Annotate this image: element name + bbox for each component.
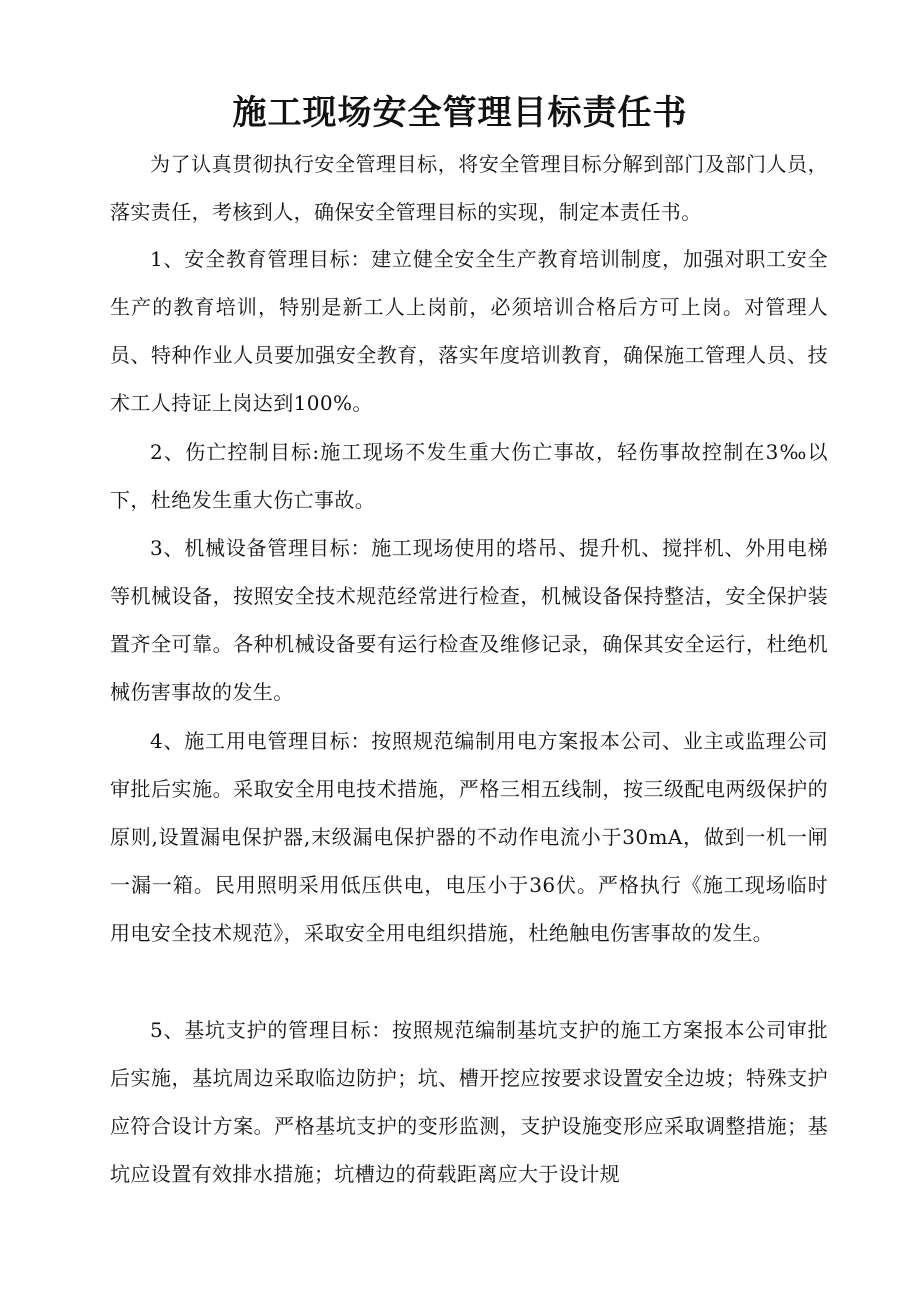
intro-paragraph: 为了认真贯彻执行安全管理目标，将安全管理目标分解到部门及部门人员，落实责任，考核到人，确保安全管理目标的实现，制定本责任书。 xyxy=(110,152,828,224)
section-machinery-paragraph: 3、机械设备管理目标：施工现场使用的塔吊、提升机、搅拌机、外用电梯等机械设备，按照安全技术规范经常进行检查，机械设备保持整洁，安全保护装置齐全可靠。各种机械设备要有运行检查及维修记录，确保其安全运行，杜绝机械伤害事故的发生。 xyxy=(110,536,828,704)
section-education-paragraph: 1、安全教育管理目标：建立健全安全生产教育培训制度，加强对职工安全生产的教育培训，特别是新工人上岗前，必须培训合格后方可上岗。对管理人员、特种作业人员要加强安全教育，落实年度培训教育，确保施工管理人员、技术工人持证上岗达到100%。 xyxy=(110,247,828,415)
document-title: 施工现场安全管理目标责任书 xyxy=(232,93,688,133)
section-casualty-paragraph: 2、伤亡控制目标:施工现场不发生重大伤亡事故，轻伤事故控制在3‰以下，杜绝发生重大伤亡事故。 xyxy=(110,440,828,512)
section-electricity-paragraph: 4、施工用电管理目标：按照规范编制用电方案报本公司、业主或监理公司审批后实施。采取安全用电技术措施，严格三相五线制，按三级配电两级保护的原则,设置漏电保护器,末级漏电保护器的不动作电流小于30mA，做到一机一闸一漏一箱。民用照明采用低压供电，电压小于36伏。严格执行《施工现场临时用电安全技术规范》，采取安全用电组织措施，杜绝触电伤害事故的发生。 xyxy=(110,729,828,945)
section-foundation-pit-paragraph: 5、基坑支护的管理目标：按照规范编制基坑支护的施工方案报本公司审批后实施，基坑周边采取临边防护；坑、槽开挖应按要求设置安全边坡；特殊支护应符合设计方案。严格基坑支护的变形监测，支护设施变形应采取调整措施；基坑应设置有效排水措施；坑槽边的荷载距离应大于设计规 xyxy=(110,1018,828,1186)
